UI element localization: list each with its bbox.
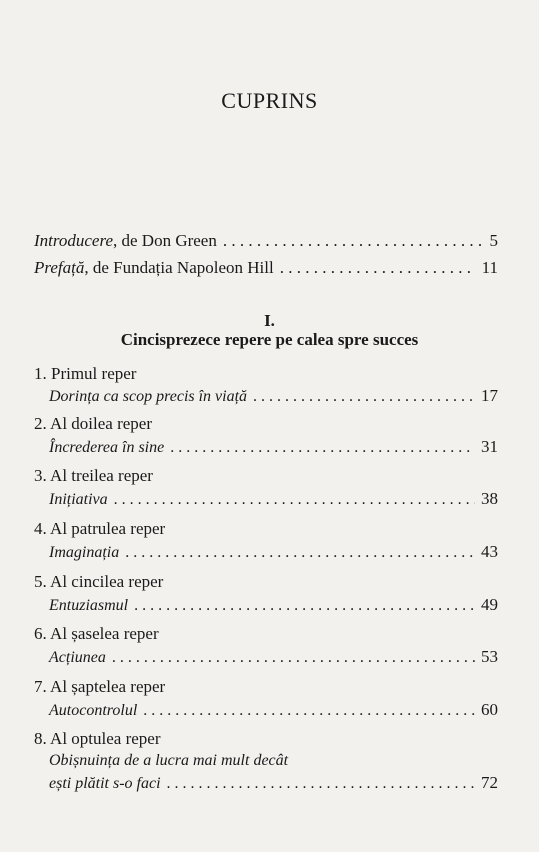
- chapter-heading: 5. Al cincilea reper: [34, 572, 164, 591]
- dot-leader: [280, 257, 476, 279]
- page-number: 49: [481, 595, 498, 614]
- chapter-entry: [49, 488, 498, 511]
- page-number: 31: [481, 437, 498, 456]
- chapter-subtitle: Dorința ca scop precis în viață: [49, 388, 248, 405]
- page-number: 53: [481, 647, 498, 666]
- chapter-entry: [49, 594, 498, 617]
- chapter-subtitle-line: Obișnuința de a lucra mai mult decât: [49, 752, 289, 769]
- dot-leader: [223, 230, 484, 252]
- chapter-subtitle: Autocontrolul: [49, 702, 138, 719]
- chapter-heading: 4. Al patrulea reper: [34, 519, 166, 538]
- chapter-entry: [49, 699, 498, 722]
- dot-leader: [143, 700, 475, 722]
- dot-leader: [253, 386, 475, 408]
- chapter-entry: [49, 541, 498, 564]
- dot-leader: [114, 489, 475, 511]
- chapter-heading: 8. Al optulea reper: [34, 729, 161, 748]
- chapter-heading: 3. Al treilea reper: [34, 466, 153, 485]
- chapter-heading: 6. Al șaselea reper: [34, 624, 159, 643]
- page-number: 60: [481, 700, 498, 719]
- chapter-subtitle: Imaginația: [49, 544, 120, 561]
- page-number: 17: [481, 386, 498, 405]
- chapter-subtitle: Încrederea în sine: [49, 439, 165, 456]
- section-title: Cincisprezece repere pe calea spre succes: [120, 330, 419, 349]
- chapter-heading: 2. Al doilea reper: [34, 414, 153, 433]
- chapter-subtitle: ești plătit s-o faci: [49, 775, 161, 792]
- dot-leader: [167, 773, 475, 795]
- toc-entry-introducere: [34, 230, 498, 252]
- chapter-subtitle: Acțiunea: [49, 649, 106, 666]
- chapter-subtitle: Entuziasmul: [49, 597, 129, 614]
- dot-leader: [125, 542, 475, 564]
- page-number: 38: [481, 489, 498, 508]
- chapter-heading: 7. Al șaptelea reper: [34, 677, 166, 696]
- page-number: 43: [481, 542, 498, 561]
- page-number: 72: [481, 773, 498, 792]
- chapter-entry: [49, 385, 498, 408]
- dot-leader: [134, 595, 475, 617]
- chapter-subtitle: Inițiativa: [49, 491, 108, 508]
- page-title: CUPRINS: [221, 88, 318, 113]
- section-number: I.: [264, 311, 275, 330]
- page-number: 11: [481, 258, 498, 277]
- entry-label: Prefață, de Fundația Napoleon Hill: [34, 258, 274, 277]
- dot-leader: [170, 437, 475, 459]
- entry-label: Introducere, de Don Green: [34, 231, 217, 250]
- chapter-entry: [49, 646, 498, 669]
- toc-entry-prefata: [34, 257, 498, 279]
- chapter-heading: 1. Primul reper: [34, 364, 137, 383]
- dot-leader: [112, 647, 475, 669]
- page-number: 5: [489, 231, 498, 250]
- chapter-entry: [49, 436, 498, 459]
- chapter-entry: [49, 772, 498, 795]
